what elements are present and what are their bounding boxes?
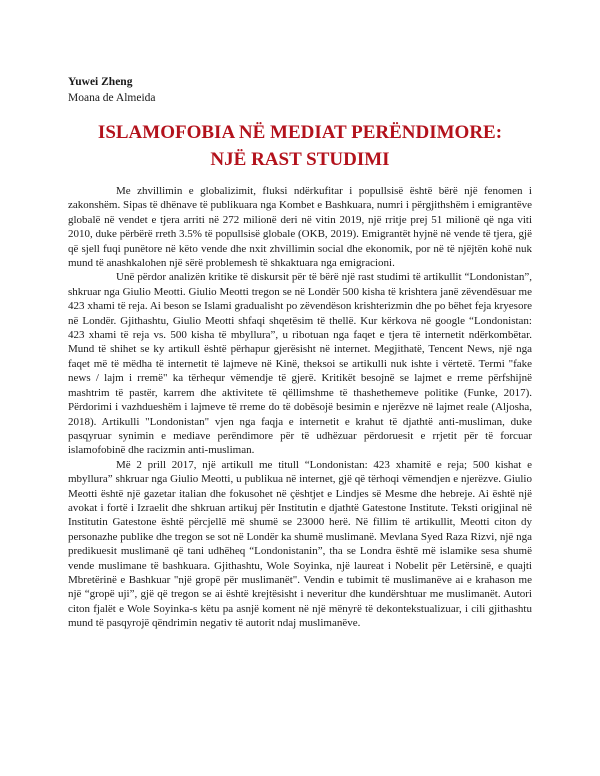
paper-title [40,119,560,173]
title-line-2: NJË RAST STUDIMI [210,149,390,170]
paragraph: Unë përdor analizën kritike të diskursit për të bërë një rast studimi të artikullit “Londonistan”, shkruar nga Giulio Meotti. Giulio Meotti tregon se në Londër 500 kisha të krishtera janë zëvendësuar me 423 xhami të reja. Ai beson se Islami gradualisht po zëvendëson krishterizmin dhe po bëhet feja kryesore në Londër. Gjithashtu, Giulio Meotti shfaqi shqetësim të thellë. Kur kërkova në google “Londonistan: 423 xhami të reja vs. 500 kisha të mbyllura”, u ribotuan nga faqet e tjera të internetit ndërkombëtar. Mund të shihet se ky artikull është përhapur gjerësisht në internet. Megjithatë, Tencent News, një nga faqet më të mëdha të internetit të lajmeve në Kinë, theksoi se artikulli nuk ishte i vërtetë. Termi "fake news / lajm i rremë" ka tërhequr vëmendje të gjerë. Kritikët besojnë se lajmet e rreme përfshijnë mashtrim të pastër, karrem dhe aktivitete të qëllimshme të thashethemeve politike (Funke, 2017). Përdorimi i vazhdueshëm i lajmeve të rreme do të dobësojë besimin e njerëzve në lajmet reale (Aljosha, 2018). Artikulli "Londonistan" vjen nga faqja e internetit e krahut të djathtë anti-musliman, duke pasqyruar synimin e mediave perëndimore për të udhëzuar përdoruesit e rrjetit për të forcuar islamofobinë dhe racizmin anti-musliman. [68,271,532,457]
body-text [68,184,532,631]
author-name: Yuwei Zheng [68,76,133,88]
co-author-name: Moana de Almeida [68,92,156,104]
paragraph: Më 2 prill 2017, një artikull me titull “Londonistan: 423 xhamitë e reja; 500 kishat e mbyllura” shkruar nga Giulio Meotti, u publikua në internet, gjë që tërhoqi vëmendjen e njerëzve. Giulio Meotti është një gazetar italian dhe fokusohet në çështjet e Lindjes së Mesme dhe hebreje. Ai është një avokat i fortë i Izraelit dhe shkruan artikuj për Institutin e djathtë Gatestone Institute. Teksti origjinal në Institutin Gatestone është përcjellë më shumë se 23000 herë. Në fillim të artikullit, Meotti citon dy personazhe publike dhe tregon se sot në Londër ka shumë muslimanë. Mevlana Syed Raza Rizvi, një nga predikuesit muslimanë që tani udhëheq “Londonistanin”, tha se Londra është më islamike sesa shumë vende muslimane të bashkuara. Gjithashtu, Wole Soyinka, një laureat i Nobelit për Letërsinë, e quajti Mbretërinë e Bashkuar "një gropë për muslimanët". Vendin e tubimit të muslimanëve ai e krahason me një “gropë uji”, gjë që tregon se ai është krejtësisht i neveritur dhe kundërshtuar me muslimanët. Autori citon fjalët e Wole Soyinka-s këtu pa asnjë koment në një mënyrë të dekontekstualizuar, i cili gjithashtu mund të pasqyrojë qëndrimin negativ të autorit ndaj muslimanëve. [68,458,532,630]
author-block [68,74,156,106]
paragraph: Me zhvillimin e globalizimit, fluksi ndërkufitar i popullsisë është bërë një fenomen i zakonshëm. Sipas të dhënave të publikuara nga Kombet e Bashkuara, numri i përgjithshëm i emigrantëve globalë në vendet e tjera arriti në 272 milionë deri në vitin 2019, një rritje prej 51 milionë që nga viti 2010, duke përbërë rreth 3.5% të popullsisë globale (OKB, 2019). Emigrantët hyjnë në vende të tjera, gjë që sjell fuqi punëtore në këto vende dhe nxit zhvillimin social dhe ekonomik, por në të njëjtën kohë nuk mund të anashkalohen një sërë problemesh të shkaktuara nga emigracioni. [68,185,532,270]
title-line-1: ISLAMOFOBIA NË MEDIAT PERËNDIMORE: [97,122,503,143]
